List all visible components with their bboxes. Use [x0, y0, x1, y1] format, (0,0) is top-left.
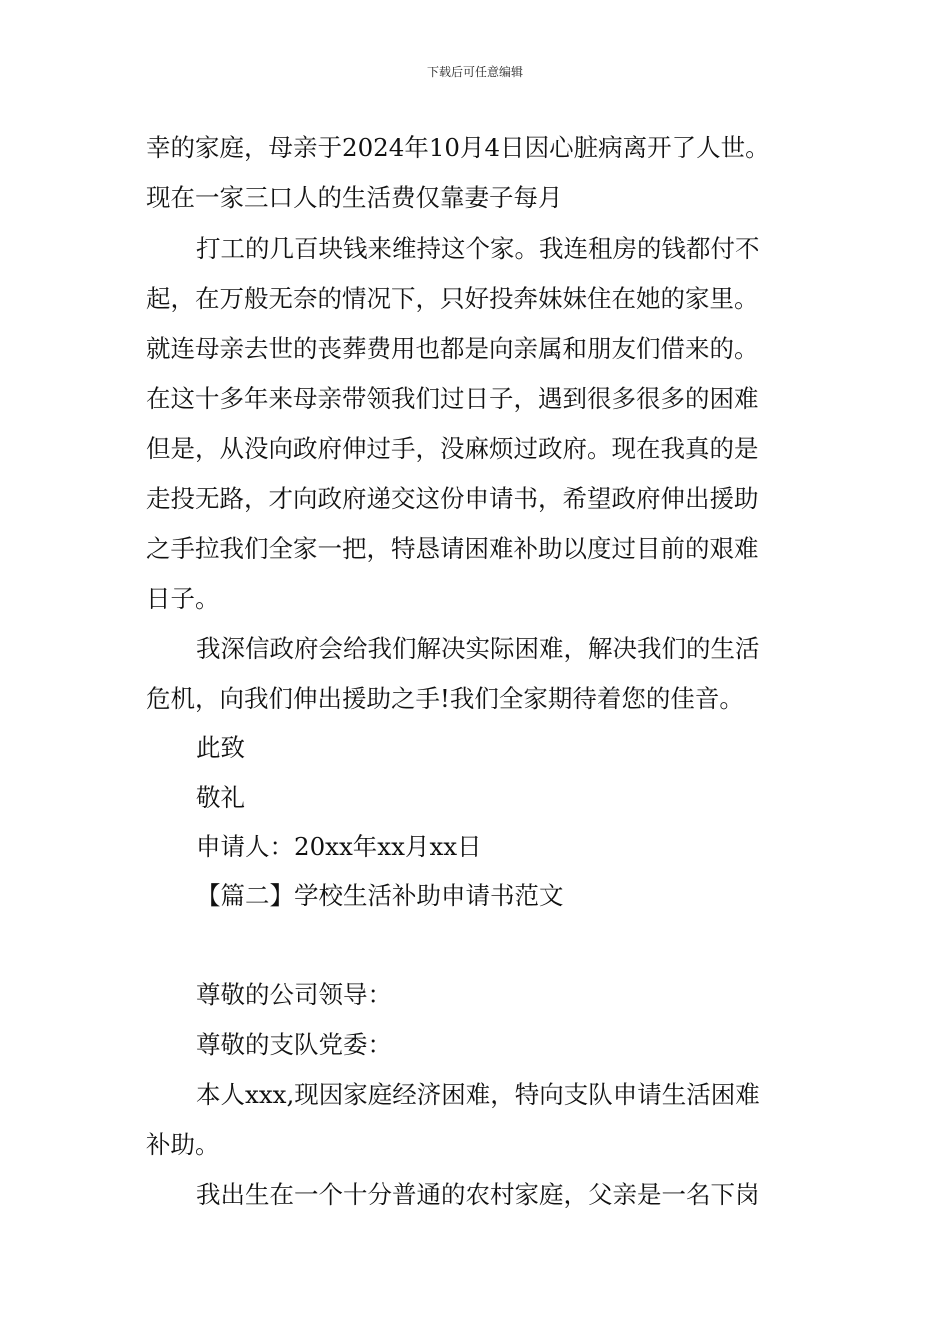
- text-line: 补助。: [146, 1130, 220, 1159]
- text-line: 就连母亲去世的丧葬费用也都是向亲属和朋友们借来的。: [146, 334, 759, 363]
- text-line: 但是，从没向政府伸过手，没麻烦过政府。现在我真的是: [146, 434, 759, 463]
- text-line: 我出生在一个十分普通的农村家庭，父亲是一名下岗: [196, 1180, 760, 1209]
- text-line: 本人xxx,现因家庭经济困难，特向支队申请生活困难: [196, 1080, 760, 1109]
- text-line: 现在一家三口人的生活费仅靠妻子每月: [146, 183, 563, 212]
- text-line: 危机，向我们伸出援助之手!我们全家期待着您的佳音。: [146, 684, 744, 713]
- text-line: 打工的几百块钱来维持这个家。我连租房的钱都付不: [196, 234, 760, 263]
- text-line: 日子。: [146, 584, 220, 613]
- closing-regards: 敬礼: [196, 783, 245, 812]
- text-line: 幸的家庭，母亲于2024年10月4日因心脏病离开了人世。: [146, 133, 770, 162]
- text-line: 起，在万般无奈的情况下，只好投奔妹妹住在她的家里。: [146, 284, 759, 313]
- text-line: 之手拉我们全家一把，特恳请困难补助以度过目前的艰难: [146, 534, 759, 563]
- text-line: 在这十多年来母亲带领我们过日子，遇到很多很多的困难: [146, 384, 759, 413]
- applicant-signature-line: 申请人：20xx年xx月xx日: [196, 832, 482, 861]
- text-line: 走投无路，才向政府递交这份申请书，希望政府伸出援助: [146, 484, 759, 513]
- closing-salutation: 此致: [196, 733, 245, 762]
- text-line: 我深信政府会给我们解决实际困难，解决我们的生活: [196, 634, 760, 663]
- page-header-note: 下载后可任意编辑: [426, 65, 523, 79]
- greeting-line: 尊敬的支队党委：: [196, 1030, 392, 1059]
- section-heading: 【篇二】学校生活补助申请书范文: [196, 881, 564, 910]
- greeting-line: 尊敬的公司领导：: [196, 980, 392, 1009]
